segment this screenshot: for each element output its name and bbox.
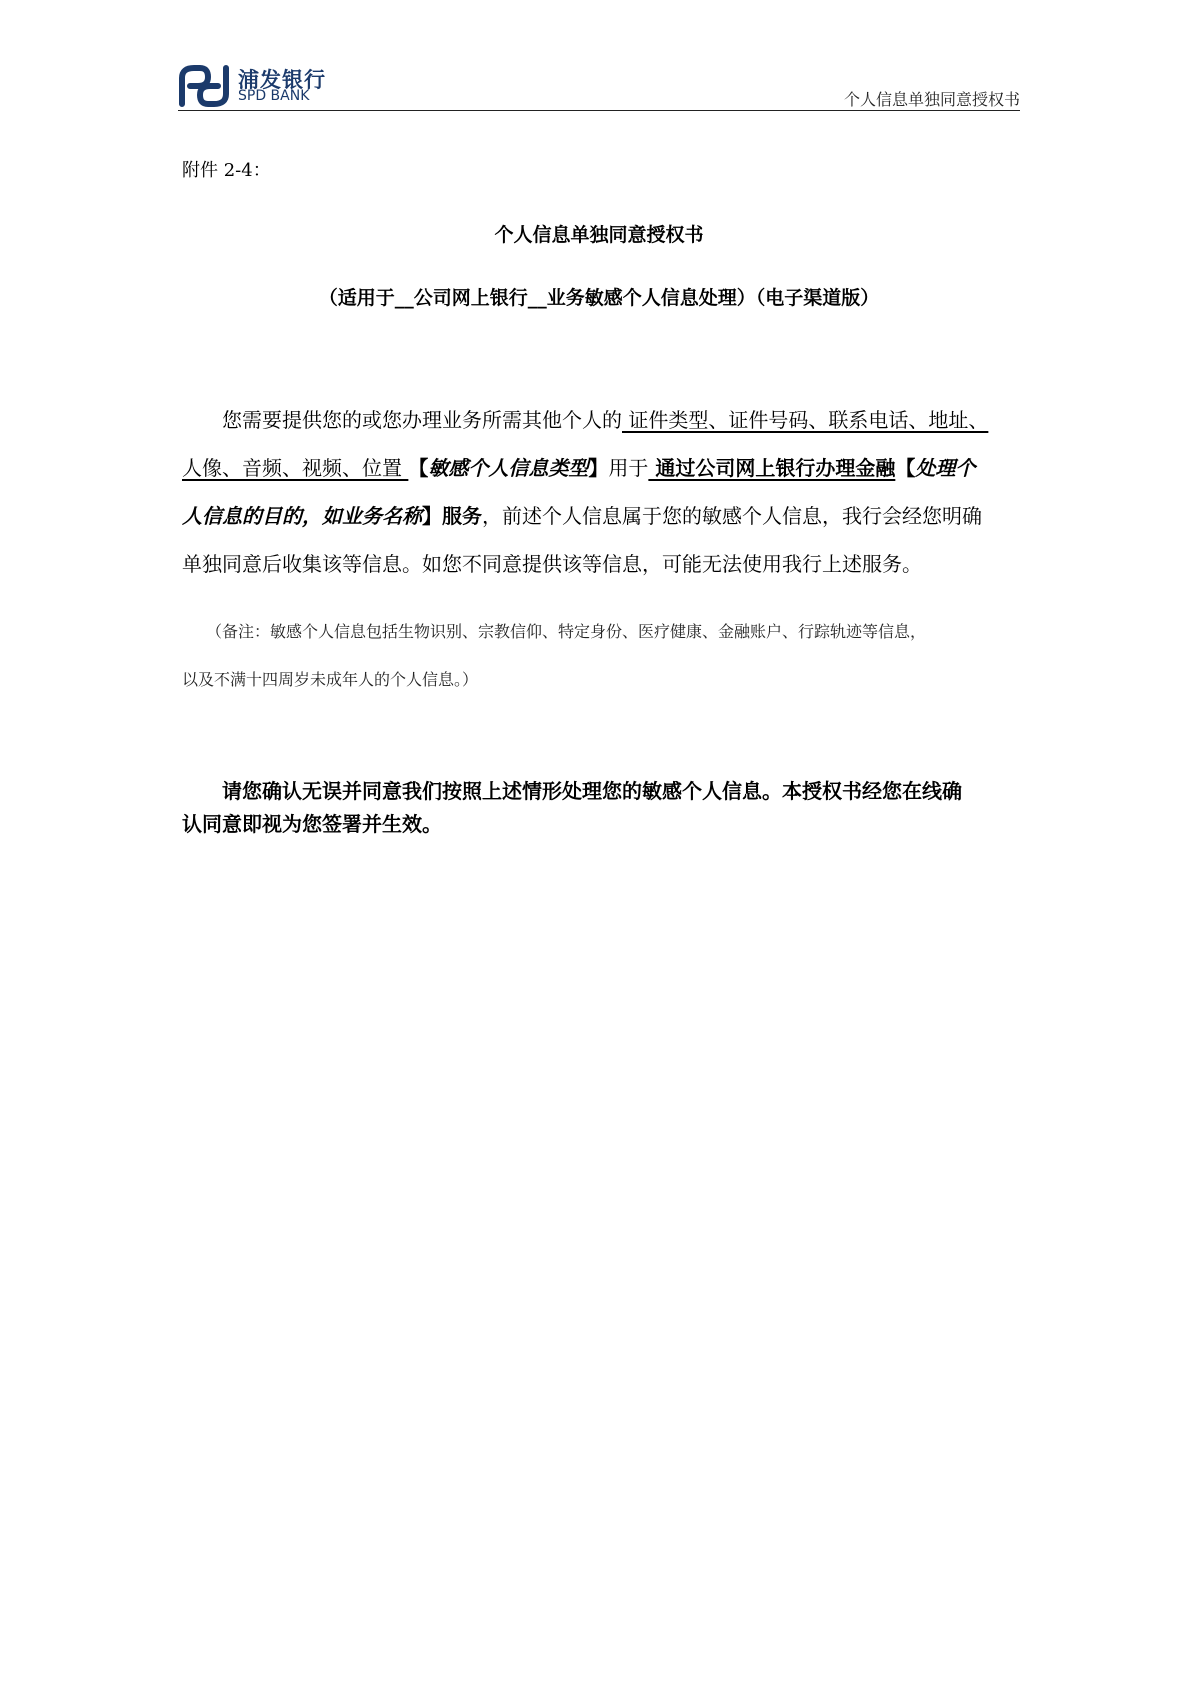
info-types-underlined-cont: 人像、音频、视频、位置 <box>182 456 409 480</box>
purpose-underlined: 通过公司网上银行办理金融 <box>648 456 896 480</box>
placeholder-info-type: 敏感个人信息类型 <box>428 456 589 480</box>
logo-chinese-name: 浦发银行 <box>238 68 326 92</box>
spd-bank-logo <box>178 62 338 110</box>
bracket-open: 【 <box>408 456 429 480</box>
confirm-line-2: 认同意即视为您签署并生效。 <box>182 812 442 836</box>
paragraph-line-2 <box>182 444 1018 492</box>
paragraph-line-4: 单独同意后收集该等信息。如您不同意提供该等信息，可能无法使用我行上述服务。 <box>182 552 922 576</box>
header-divider <box>178 110 1020 111</box>
consent-paragraph <box>182 396 1018 588</box>
service-bold: 】服务 <box>422 504 482 528</box>
document-title: 个人信息单独同意授权书 <box>494 224 704 246</box>
page-header <box>178 62 1020 112</box>
attachment-label: 附件 2-4： <box>182 160 271 181</box>
note-line-1: （备注：敏感个人信息包括生物识别、宗教信仰、特定身份、医疗健康、金融账户、行踪轨迹等信息， <box>182 622 927 641</box>
confirm-line-1: 请您确认无误并同意我们按照上述情形处理您的敏感个人信息。本授权书经您在线确 <box>182 779 962 803</box>
placeholder-purpose: 处理个 <box>915 456 976 480</box>
paragraph-line-3 <box>182 492 1018 540</box>
paragraph-line-1 <box>182 396 1018 444</box>
text-segment: 用于 <box>608 456 649 480</box>
note-line-2: 以及不满十四周岁未成年人的个人信息。） <box>182 670 479 689</box>
text-segment: ，前述个人信息属于您的敏感个人信息，我行会经您明确 <box>482 504 982 528</box>
header-document-title: 个人信息单独同意授权书 <box>843 90 1020 109</box>
confirmation-statement <box>182 775 1018 841</box>
logo-english-name: SPD BANK <box>238 88 310 104</box>
bracket-close: 】 <box>588 456 609 480</box>
document-subtitle: （适用于__公司网上银行__业务敏感个人信息处理）（电子渠道版） <box>318 287 880 309</box>
placeholder-purpose-cont: 人信息的目的，如业务名称 <box>182 504 422 528</box>
remark-note <box>182 608 1018 704</box>
bracket-open: 【 <box>895 456 916 480</box>
text-segment: 您需要提供您的或您办理业务所需其他个人的 <box>182 408 622 432</box>
info-types-underlined: 证件类型、证件号码、联系电话、地址、 <box>622 408 989 432</box>
spd-logo-icon <box>178 64 230 108</box>
